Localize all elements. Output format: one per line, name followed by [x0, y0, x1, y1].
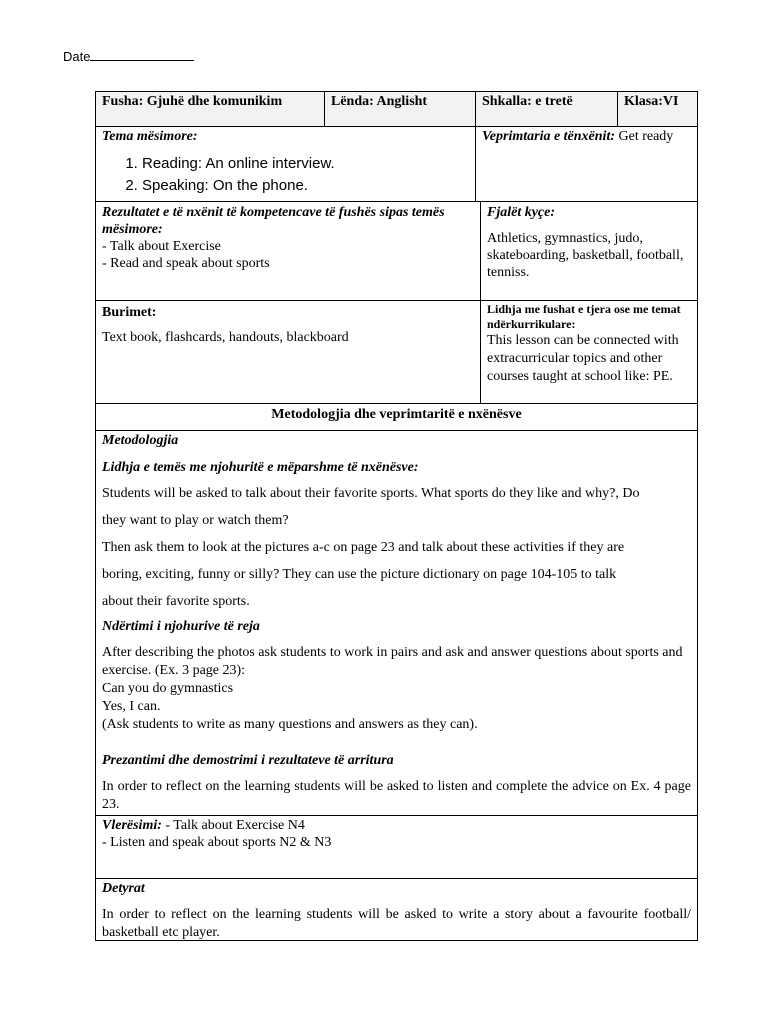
metodologjia-paragraph-1 — [102, 480, 691, 615]
metodologjia-header-cell — [95, 403, 698, 431]
lidhja-njohurite-label: Lidhja e temës me njohuritë e mëparshme të nxënësve: — [102, 460, 419, 475]
date-label: Date — [63, 49, 91, 64]
fjalet-cell — [480, 201, 698, 301]
p1-line: they want to play or watch them? — [102, 513, 289, 528]
veprimtaria-value: Get ready — [615, 129, 674, 144]
ndertimi-line: Yes, I can. — [102, 699, 161, 714]
rezultatet-line: - Read and speak about sports — [102, 256, 270, 271]
vleresimi-line: - Listen and speak about sports N2 & N3 — [102, 835, 332, 850]
detyrat-cell — [95, 878, 698, 941]
veprimtaria-cell — [475, 126, 698, 202]
fjalet-label: Fjalët kyçe: — [487, 205, 556, 220]
tema-list — [102, 153, 469, 197]
prezantimi-label: Prezantimi dhe demostrimi i rezultateve të arritura — [102, 753, 394, 768]
date-field — [63, 47, 194, 64]
veprimtaria-label: Veprimtaria e tënxënit: — [482, 129, 615, 144]
vleresimi-cell — [95, 815, 698, 879]
lenda-label: Lënda: Anglisht — [331, 94, 428, 109]
burimet-label: Burimet: — [102, 305, 157, 320]
lenda-cell — [324, 91, 476, 127]
rezultatet-line: - Talk about Exercise — [102, 239, 221, 254]
p2-line: boring, exciting, funny or silly? They can use the picture dictionary on page 104-105 to talk — [102, 567, 617, 582]
tema-item: 1. Reading: An online interview. — [142, 153, 469, 175]
burimet-cell — [95, 300, 481, 404]
shkalla-cell — [475, 91, 618, 127]
date-blank-line — [90, 47, 194, 61]
vleresimi-label: Vlerësimi: — [102, 818, 162, 833]
detyrat-label: Detyrat — [102, 881, 145, 896]
tema-cell — [95, 126, 476, 202]
shkalla-label: Shkalla: e tretë — [482, 94, 573, 109]
p2-line: about their favorite sports. — [102, 594, 250, 609]
lidhja-fushat-cell — [480, 300, 698, 404]
ndertimi-line: Can you do gymnastics — [102, 681, 234, 696]
fusha-cell — [95, 91, 325, 127]
fusha-label: Fusha: Gjuhë dhe komunikim — [102, 94, 283, 109]
prezantimi-text: In order to reflect on the learning students will be asked to listen and complete the advice on Ex. 4 page 23. — [102, 779, 691, 812]
metodologjia-label: Metodologjia — [102, 433, 179, 448]
tema-item: 2. Speaking: On the phone. — [142, 175, 469, 197]
p2-line: Then ask them to look at the pictures a-c on page 23 and talk about these activities if they are — [102, 540, 625, 555]
fjalet-text: Athletics, gymnastics, judo, skateboarding, basketball, football, tenniss. — [487, 231, 684, 280]
p1-line: Students will be asked to talk about their favorite sports. What sports do they like and why?, Do — [102, 486, 640, 501]
vleresimi-line: - Talk about Exercise N4 — [161, 818, 305, 833]
burimet-text: Text book, flashcards, handouts, blackboard — [102, 330, 349, 345]
ndertimi-label: Ndërtimi i njohurive të reja — [102, 619, 260, 634]
rezultatet-label: Rezultatet e të nxënit të kompetencave të fushës sipas temës mësimore: — [102, 205, 445, 237]
metodologjia-header: Metodologjia dhe veprimtaritë e nxënësve — [271, 407, 522, 422]
ndertimi-line: (Ask students to write as many questions and answers as they can). — [102, 717, 478, 732]
lidhja-fushat-label: Lidhja me fushat e tjera ose me temat ndërkurrikulare: — [487, 302, 681, 331]
lidhja-fushat-text: This lesson can be connected with extracurricular topics and other courses taught at school like: PE. — [487, 333, 679, 384]
tema-label: Tema mësimore: — [102, 129, 198, 144]
rezultatet-cell — [95, 201, 481, 301]
ndertimi-line: After describing the photos ask students to work in pairs and ask and answer questions about sports and exercise. (Ex. 3 page 23): — [102, 645, 683, 678]
klasa-label: Klasa:VI — [624, 94, 679, 109]
detyrat-text: In order to reflect on the learning students will be asked to write a story about a favourite football/ basketball etc player. — [102, 907, 691, 940]
klasa-cell — [617, 91, 698, 127]
metodologjia-cell — [95, 430, 698, 816]
